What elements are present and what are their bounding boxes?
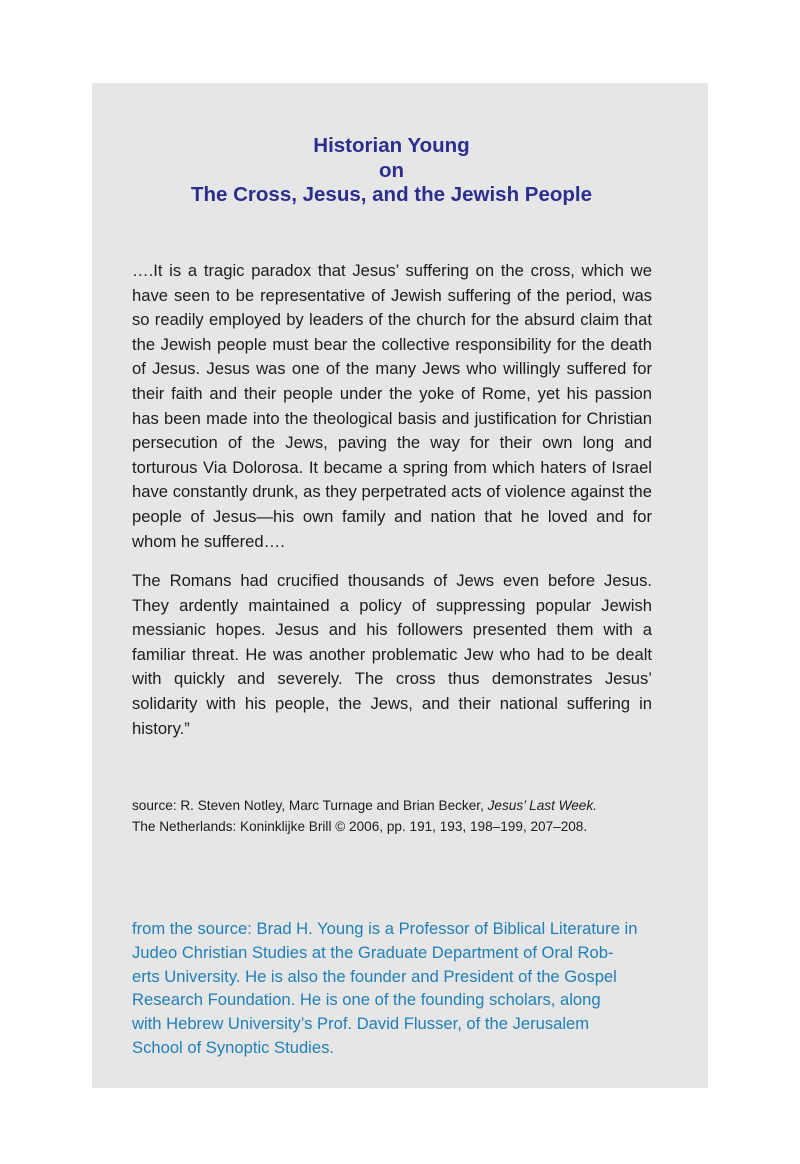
quote-panel bbox=[92, 83, 708, 1088]
source-line-2: The Netherlands: Koninklijke Brill © 2006, pp. 191, 193, 198–199, 207–208. bbox=[132, 818, 588, 834]
about-line: School of Synoptic Studies. bbox=[132, 1037, 335, 1057]
source-line-1 bbox=[132, 796, 672, 817]
page-title bbox=[92, 134, 691, 208]
about-line: Research Foundation. He is one of the founding scholars, along bbox=[132, 990, 601, 1010]
quote-paragraph-2: The Romans had crucified thousands of Jews even before Jesus. They ardently maintained a policy of suppressing popular Jewish messianic hopes. Jesus and his followers presented them with a familiar threat. He was another problematic Jew who had to be dealt with quickly and severely. The cross thus demonstrates Jesus’ solidarity with his people, the Jews, and their national suffering in history.” bbox=[132, 571, 652, 738]
quote-paragraph-1: ….It is a tragic paradox that Jesus’ suffering on the cross, which we have seen to be representative of Jewish suffering of the period, was so readily employed by leaders of the church for the absurd claim that the Jewish people must bear the collective responsibility for the death of Jesus. Jesus was one of the many Jews who willingly suffered for their faith and their people under the yoke of Rome, yet his passion has been made into the theological basis and justification for Christian persecution of the Jews, paving the way for their own long and torturous Via Dolorosa. It became a spring from which haters of Israel have constantly drunk, as they perpetrated acts of violence against the people of Jesus—his own family and nation that he loved and for whom he suffered…. bbox=[132, 261, 652, 551]
title-line-1: Historian Young bbox=[313, 134, 470, 157]
about-line: with Hebrew University’s Prof. David Flusser, of the Jerusalem bbox=[132, 1014, 590, 1034]
source-prefix: source: R. Steven Notley, Marc Turnage and Brian Becker, bbox=[132, 798, 488, 813]
about-author bbox=[132, 917, 672, 1060]
about-line: Judeo Christian Studies at the Graduate Department of Oral Rob- bbox=[132, 942, 614, 962]
about-line: from the source: Brad H. Young is a Professor of Biblical Literature in bbox=[132, 919, 638, 938]
title-line-3: The Cross, Jesus, and the Jewish People bbox=[190, 183, 593, 206]
source-book-title: Jesus’ Last Week. bbox=[487, 798, 597, 813]
about-line: erts University. He is also the founder and President of the Gospel bbox=[132, 966, 617, 986]
source-citation bbox=[132, 796, 672, 837]
title-line-2: on bbox=[378, 158, 405, 182]
